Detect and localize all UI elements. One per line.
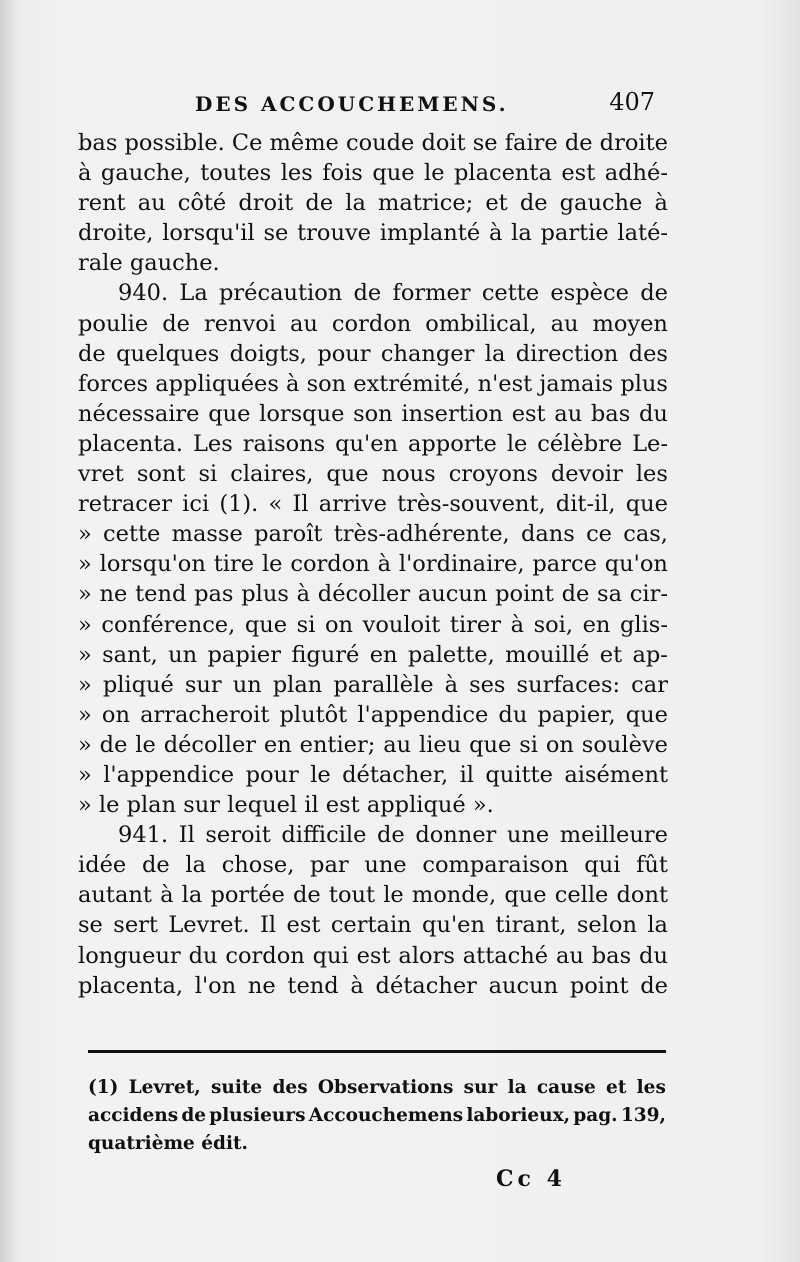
text-line: retracer ici (1). « Il arrive très-souvent, dit-il, que: [78, 491, 668, 518]
footnote-line: accidens de plusieurs Accouchemens laborieux, pag. 139,: [88, 1105, 666, 1126]
text-line: longueur du cordon qui est alors attaché au bas du: [78, 942, 668, 969]
text-line: bas possible. Ce même coude doit se faire de droite: [78, 130, 668, 156]
text-line: » l'appendice pour le détacher, il quitte aisément: [78, 761, 668, 788]
footnote-line: quatrième édit.: [88, 1133, 248, 1154]
text-line: placenta. Les raisons qu'en apporte le célèbre Le-: [78, 430, 668, 457]
text-line: 940. La précaution de former cette espèce de: [118, 280, 668, 307]
text-line: » on arracheroit plutôt l'appendice du papier, que: [78, 701, 668, 728]
signature-mark: Cc 4: [496, 1166, 566, 1192]
page-number: 407: [609, 88, 655, 116]
text-line: » ne tend pas plus à décoller aucun point de sa cir-: [78, 581, 668, 608]
text-line: idée de la chose, par une comparaison qui fût: [78, 852, 668, 879]
text-line: poulie de renvoi au cordon ombilical, au moyen: [78, 310, 668, 337]
text-line: placenta, l'on ne tend à détacher aucun point de: [78, 972, 668, 999]
text-line: de quelques doigts, pour changer la direction des: [78, 340, 668, 367]
text-line: rale gauche.: [78, 250, 220, 277]
text-line: » conférence, que si on vouloit tirer à soi, en glis-: [78, 611, 668, 638]
text-line: nécessaire que lorsque son insertion est au bas du: [78, 400, 668, 427]
footnote: [88, 1074, 666, 1158]
text-line: droite, lorsqu'il se trouve implanté à la partie laté-: [78, 220, 668, 247]
text-line: » le plan sur lequel il est appliqué ».: [78, 792, 494, 819]
text-line: vret sont si claires, que nous croyons devoir les: [78, 461, 668, 488]
footnote-rule: [88, 1050, 666, 1053]
text-line: à gauche, toutes les fois que le placenta est adhé-: [78, 160, 668, 187]
text-line: autant à la portée de tout le monde, que celle dont: [78, 882, 668, 909]
text-line: » pliqué sur un plan parallèle à ses surfaces: car: [78, 671, 668, 698]
text-line: forces appliquées à son extrémité, n'est jamais plus: [78, 370, 668, 397]
text-line: » sant, un papier figuré en palette, mouillé et ap-: [78, 641, 668, 668]
page-header: [195, 88, 655, 124]
text-line: se sert Levret. Il est certain qu'en tirant, selon la: [78, 912, 668, 939]
text-line: rent au côté droit de la matrice; et de gauche à: [78, 190, 668, 217]
text-line: » lorsqu'on tire le cordon à l'ordinaire, parce qu'on: [78, 551, 668, 578]
text-line: 941. Il seroit difficile de donner une meilleure: [118, 822, 668, 849]
footnote-line: (1) Levret, suite des Observations sur la cause et les: [88, 1077, 666, 1098]
text-line: » cette masse paroît très-adhérente, dans ce cas,: [78, 521, 668, 548]
running-title: DES ACCOUCHEMENS.: [195, 92, 509, 116]
body-text: [78, 128, 668, 1001]
text-line: » de le décoller en entier; au lieu que si on soulève: [78, 731, 668, 758]
